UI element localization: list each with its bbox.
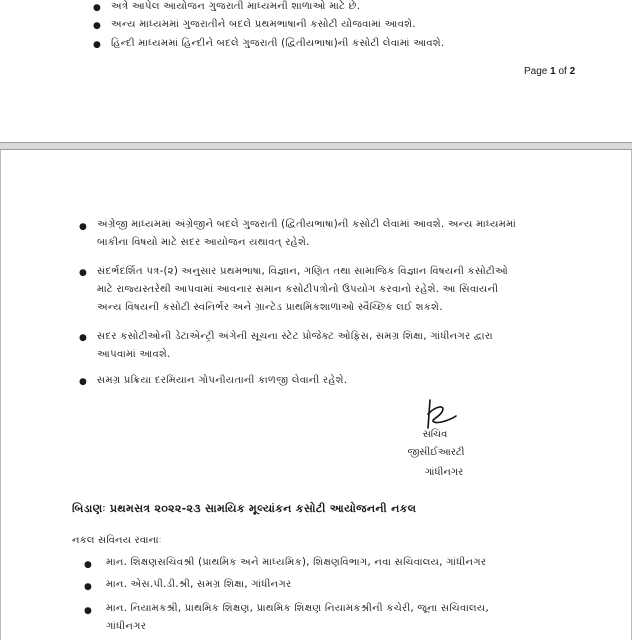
copy-to-label: નકલ સવિનય રવાનાઃ	[72, 535, 162, 546]
copy-item-2: માન. એસ.પી.ડી.શ્રી, સમગ્ર શિક્ષા, ગાંધીનગર	[106, 579, 292, 590]
page2-bullet-2-line-1: સંદર્ભદર્શિત પત્ર-(૨) અનુસાર પ્રથમભાષા, વિજ્ઞાન, ગણિત તથા સામાજિક વિજ્ઞાન વિષયની કસોટીઓ	[97, 266, 509, 277]
signatory-title: સચિવ	[422, 429, 448, 440]
page2-bullet-2-line-2: માટે રાજ્યસ્તરેથી આપવામાં આવનાર સમાન કસોટીપત્રોનો ઉપયોગ કરવાનો રહેશે. આ સિવાયની	[97, 284, 499, 295]
bullet-icon: ●	[93, 21, 101, 31]
page2-bullet-4: સમગ્ર પ્રક્રિયા દરમિયાન ગોપનીયતાની કાળજી લેવાની રહેશે.	[97, 375, 348, 386]
document-page-1	[0, 0, 632, 142]
page2-bullet-2-line-3: અન્ય વિષયની કસોટી સ્વનિર્ભર અને ગ્રાન્ટેડ પ્રાથમિકશાળાઓ સ્વૈચ્છિક લઈ શકશે.	[97, 302, 443, 313]
bullet-icon: ●	[93, 3, 101, 13]
page2-bullet-3-line-2: આપવામાં આવશે.	[97, 349, 171, 360]
page-separator	[0, 142, 632, 150]
bullet-icon: ●	[93, 40, 101, 50]
bullet-icon: ●	[79, 268, 87, 278]
bullet-icon: ●	[84, 582, 92, 592]
page2-bullet-3-line-1: સદર કસોટીઓની ડેટાએન્ટ્રી અંગેની સૂચના સ્ટેટ પ્રોજેક્ટ ઓફિસ, સમગ્ર શિક્ષા, ગાંધીનગર દ્વારા	[97, 331, 493, 342]
signatory-place: ગાંધીનગર	[424, 467, 464, 478]
enclosure-heading: બિડાણઃ પ્રથમસત્ર ૨૦૨૨-૨૩ સામયિક મૂલ્યાંકન કસોટી આયોજનની નકલ	[72, 502, 417, 515]
signatory-org: જીસીઈઆરટી	[407, 447, 465, 458]
page1-bullet-1: અત્રે આપેલ આયોજન ગુજરાતી માધ્યમની શાળાઓ માટે છે.	[111, 1, 361, 12]
copy-item-1: માન. શિક્ષણસચિવશ્રી (પ્રાથમિક અને માધ્યમિક), શિક્ષણવિભાગ, નવા સચિવાલય, ગાંધીનગર	[106, 557, 487, 568]
bullet-icon: ●	[84, 560, 92, 570]
page1-bullet-3: હિન્દી માધ્યમમાં હિન્દીને બદલે ગુજરાતી (દ્વિતીયભાષા)ની કસોટી લેવામાં આવશે.	[111, 38, 445, 49]
bullet-icon: ●	[84, 606, 92, 616]
page2-bullet-1-line-1: અંગ્રેજી માધ્યમમાં અંગ્રેજીને બદલે ગુજરાતી (દ્વિતીયભાષા)ની કસોટી લેવામાં આવશે. અન્ય માધ્યમમાં	[97, 219, 517, 230]
bullet-icon: ●	[79, 333, 87, 343]
page2-bullet-1-line-2: બાકીના વિષયો માટે સદર આયોજન યથાવત્ રહેશે.	[97, 237, 310, 248]
bullet-icon: ●	[79, 222, 87, 232]
signature-icon	[408, 398, 458, 432]
copy-item-3-line-2: ગાંધીનગર	[106, 621, 147, 632]
page1-bullet-2: અન્ય માધ્યમમાં ગુજરાતીને બદલે પ્રથમભાષાની કસોટી યોજવામાં આવશે.	[111, 19, 416, 30]
bullet-icon: ●	[79, 377, 87, 387]
page-number: Page 1 of 2	[524, 66, 576, 77]
copy-item-3-line-1: માન. નિયામકશ્રી, પ્રાથમિક શિક્ષણ, પ્રાથમિક શિક્ષણ નિયામકશ્રીની કચેરી, જૂના સચિવાલય,	[106, 603, 489, 614]
